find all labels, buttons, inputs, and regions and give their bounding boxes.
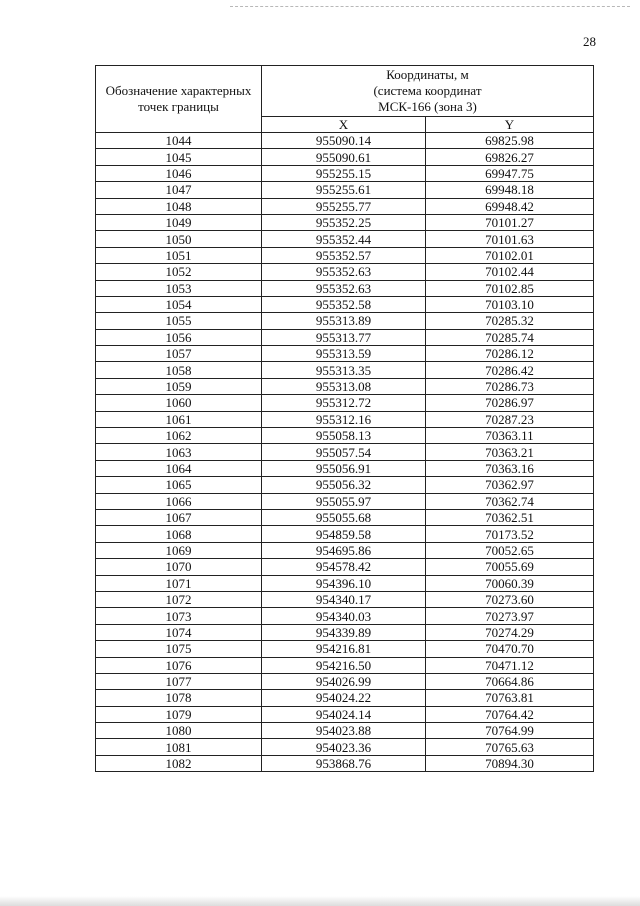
page-number: 28: [583, 34, 596, 49]
cell-x: 955352.63: [262, 280, 426, 296]
cell-point: 1064: [96, 460, 262, 476]
cell-y: 70362.51: [426, 509, 594, 525]
cell-x: 955058.13: [262, 428, 426, 444]
table-row: [96, 624, 594, 640]
cell-point: 1056: [96, 329, 262, 345]
table-row: [96, 444, 594, 460]
cell-x: 955313.08: [262, 378, 426, 394]
cell-point: 1051: [96, 247, 262, 263]
cell-y: 70055.69: [426, 559, 594, 575]
cell-x: 955352.58: [262, 296, 426, 312]
table-row: [96, 329, 594, 345]
cell-x: 955056.91: [262, 460, 426, 476]
cell-y: 70286.73: [426, 378, 594, 394]
cell-y: 70894.30: [426, 755, 594, 771]
cell-x: 955312.16: [262, 411, 426, 427]
cell-point: 1080: [96, 723, 262, 739]
table-row: [96, 723, 594, 739]
cell-x: 955090.61: [262, 149, 426, 165]
header-coordinates-line2: (система координат: [373, 83, 482, 98]
table-row: [96, 264, 594, 280]
cell-x: 955057.54: [262, 444, 426, 460]
cell-y: 69948.18: [426, 182, 594, 198]
table-header: [96, 66, 594, 133]
cell-y: 69826.27: [426, 149, 594, 165]
cell-point: 1045: [96, 149, 262, 165]
header-x: X: [262, 117, 426, 133]
cell-y: 70765.63: [426, 739, 594, 755]
cell-y: 70362.97: [426, 477, 594, 493]
cell-point: 1074: [96, 624, 262, 640]
cell-point: 1067: [96, 509, 262, 525]
cell-x: 955255.77: [262, 198, 426, 214]
cell-point: 1052: [96, 264, 262, 280]
cell-y: 70764.99: [426, 723, 594, 739]
table-row: [96, 755, 594, 771]
cell-point: 1076: [96, 657, 262, 673]
cell-y: 70102.85: [426, 280, 594, 296]
cell-y: 70363.16: [426, 460, 594, 476]
header-coordinates-line1: Координаты, м: [386, 67, 469, 82]
cell-y: 70664.86: [426, 673, 594, 689]
cell-x: 954340.03: [262, 608, 426, 624]
table-row: [96, 133, 594, 149]
table-row: [96, 739, 594, 755]
cell-point: 1048: [96, 198, 262, 214]
cell-y: 70052.65: [426, 542, 594, 558]
table-row: [96, 641, 594, 657]
cell-y: 70764.42: [426, 706, 594, 722]
cell-point: 1082: [96, 755, 262, 771]
cell-y: 69825.98: [426, 133, 594, 149]
cell-y: 69948.42: [426, 198, 594, 214]
cell-point: 1059: [96, 378, 262, 394]
header-coordinates-line3: МСК-166 (зона 3): [378, 99, 477, 114]
cell-y: 70103.10: [426, 296, 594, 312]
header-coordinates: [262, 66, 594, 117]
cell-point: 1054: [96, 296, 262, 312]
cell-point: 1049: [96, 214, 262, 230]
cell-x: 955313.59: [262, 346, 426, 362]
table-row: [96, 690, 594, 706]
cell-y: 70285.74: [426, 329, 594, 345]
cell-x: 953868.76: [262, 755, 426, 771]
table-row: [96, 231, 594, 247]
cell-y: 70286.42: [426, 362, 594, 378]
cell-point: 1072: [96, 591, 262, 607]
cell-point: 1068: [96, 526, 262, 542]
cell-y: 70286.97: [426, 395, 594, 411]
cell-x: 954024.14: [262, 706, 426, 722]
table-row: [96, 559, 594, 575]
cell-point: 1062: [96, 428, 262, 444]
cell-y: 70173.52: [426, 526, 594, 542]
cell-x: 955313.77: [262, 329, 426, 345]
cell-x: 955255.15: [262, 165, 426, 181]
table-row: [96, 362, 594, 378]
table-row: [96, 247, 594, 263]
cell-point: 1065: [96, 477, 262, 493]
cell-y: 70287.23: [426, 411, 594, 427]
cell-point: 1066: [96, 493, 262, 509]
table-row: [96, 214, 594, 230]
cell-y: 69947.75: [426, 165, 594, 181]
cell-point: 1078: [96, 690, 262, 706]
table-row: [96, 575, 594, 591]
cell-point: 1058: [96, 362, 262, 378]
cell-point: 1081: [96, 739, 262, 755]
cell-x: 954216.81: [262, 641, 426, 657]
cell-y: 70363.11: [426, 428, 594, 444]
cell-x: 955312.72: [262, 395, 426, 411]
table-body: [96, 133, 594, 772]
scan-edge-top: [230, 6, 630, 8]
table-row: [96, 149, 594, 165]
table-row: [96, 493, 594, 509]
cell-point: 1046: [96, 165, 262, 181]
cell-x: 954216.50: [262, 657, 426, 673]
cell-y: 70471.12: [426, 657, 594, 673]
cell-x: 955352.44: [262, 231, 426, 247]
cell-x: 955352.57: [262, 247, 426, 263]
cell-point: 1055: [96, 313, 262, 329]
cell-y: 70363.21: [426, 444, 594, 460]
cell-y: 70362.74: [426, 493, 594, 509]
table-row: [96, 608, 594, 624]
cell-point: 1047: [96, 182, 262, 198]
cell-x: 954023.36: [262, 739, 426, 755]
table-row: [96, 509, 594, 525]
cell-y: 70102.44: [426, 264, 594, 280]
table-row: [96, 411, 594, 427]
cell-point: 1060: [96, 395, 262, 411]
coordinates-table: [95, 65, 594, 772]
cell-x: 954026.99: [262, 673, 426, 689]
cell-x: 955313.35: [262, 362, 426, 378]
cell-point: 1069: [96, 542, 262, 558]
table-row: [96, 477, 594, 493]
cell-x: 955352.63: [262, 264, 426, 280]
cell-x: 954023.88: [262, 723, 426, 739]
table-row: [96, 673, 594, 689]
table-row: [96, 346, 594, 362]
cell-x: 955352.25: [262, 214, 426, 230]
table-row: [96, 657, 594, 673]
table-row: [96, 313, 594, 329]
table-row: [96, 460, 594, 476]
cell-y: 70273.60: [426, 591, 594, 607]
table-row: [96, 542, 594, 558]
cell-y: 70285.32: [426, 313, 594, 329]
cell-x: 954695.86: [262, 542, 426, 558]
table-row: [96, 526, 594, 542]
table-row: [96, 428, 594, 444]
cell-x: 954859.58: [262, 526, 426, 542]
cell-point: 1077: [96, 673, 262, 689]
table-row: [96, 706, 594, 722]
cell-y: 70274.29: [426, 624, 594, 640]
cell-point: 1050: [96, 231, 262, 247]
cell-x: 954339.89: [262, 624, 426, 640]
cell-y: 70273.97: [426, 608, 594, 624]
cell-point: 1053: [96, 280, 262, 296]
cell-point: 1057: [96, 346, 262, 362]
table-row: [96, 378, 594, 394]
table-row: [96, 165, 594, 181]
cell-x: 955313.89: [262, 313, 426, 329]
cell-point: 1073: [96, 608, 262, 624]
cell-x: 955090.14: [262, 133, 426, 149]
cell-y: 70101.63: [426, 231, 594, 247]
table-row: [96, 395, 594, 411]
cell-y: 70102.01: [426, 247, 594, 263]
cell-x: 955255.61: [262, 182, 426, 198]
cell-x: 954578.42: [262, 559, 426, 575]
cell-x: 954340.17: [262, 591, 426, 607]
table-row: [96, 296, 594, 312]
table-row: [96, 182, 594, 198]
cell-x: 955055.68: [262, 509, 426, 525]
cell-y: 70286.12: [426, 346, 594, 362]
cell-point: 1063: [96, 444, 262, 460]
cell-point: 1070: [96, 559, 262, 575]
cell-point: 1044: [96, 133, 262, 149]
header-y: Y: [426, 117, 594, 133]
cell-y: 70470.70: [426, 641, 594, 657]
cell-point: 1079: [96, 706, 262, 722]
header-point-designation: Обозначение характерных точек границы: [96, 66, 262, 133]
cell-x: 955056.32: [262, 477, 426, 493]
table-row: [96, 591, 594, 607]
table-row: [96, 280, 594, 296]
cell-y: 70101.27: [426, 214, 594, 230]
table-row: [96, 198, 594, 214]
cell-x: 954024.22: [262, 690, 426, 706]
cell-point: 1071: [96, 575, 262, 591]
cell-x: 955055.97: [262, 493, 426, 509]
cell-point: 1061: [96, 411, 262, 427]
cell-x: 954396.10: [262, 575, 426, 591]
cell-point: 1075: [96, 641, 262, 657]
cell-y: 70763.81: [426, 690, 594, 706]
cell-y: 70060.39: [426, 575, 594, 591]
scan-edge-bottom: [0, 896, 640, 906]
